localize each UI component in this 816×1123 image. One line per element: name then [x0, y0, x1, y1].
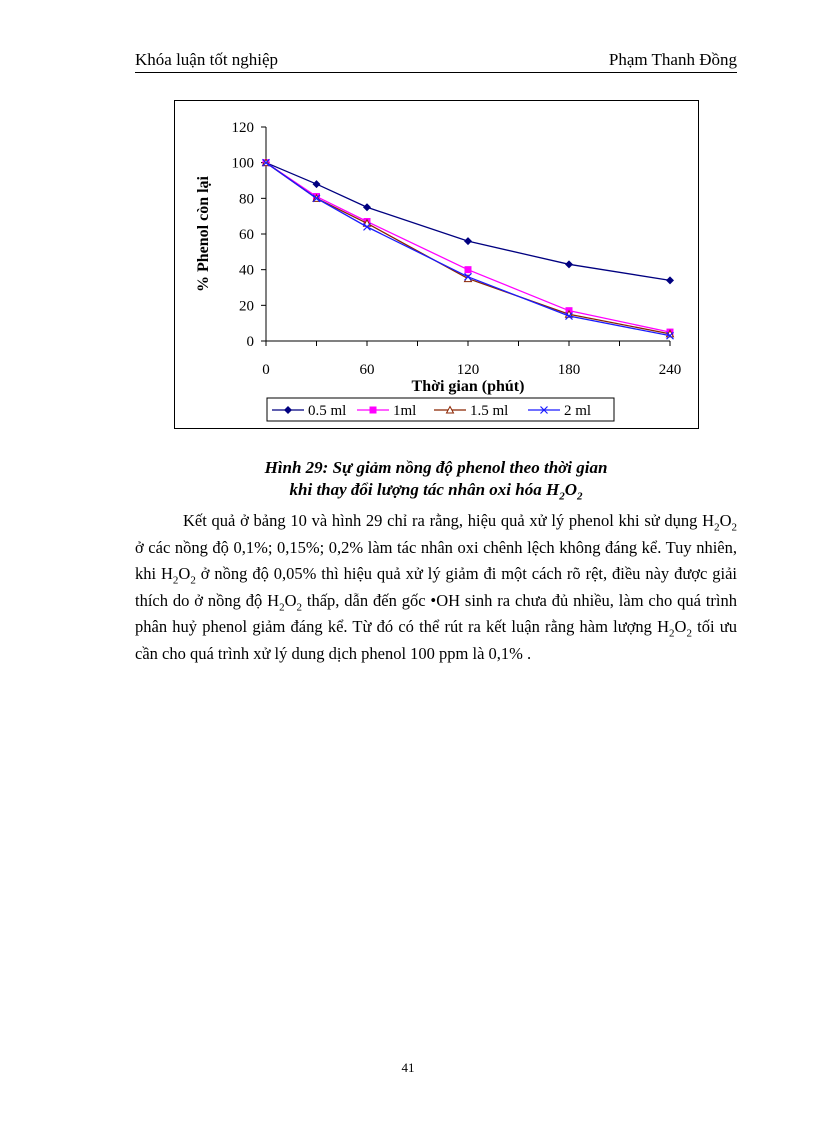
page-header [135, 50, 737, 73]
subscript: 2 [731, 521, 737, 534]
legend-label: 1ml [393, 403, 417, 419]
y-tick-label: 60 [239, 227, 254, 243]
caption-sub-1: 2 [559, 490, 565, 503]
subscript: 2 [686, 627, 692, 640]
caption-line-1: Hình 29: Sự giảm nồng độ phenol theo thời gian [264, 458, 608, 477]
caption-sub-2: 2 [576, 490, 583, 503]
data-point [565, 260, 573, 268]
x-tick-label: 120 [456, 362, 480, 378]
text-segment: ở nồng độ 0,05% thì hiệu quả xử lý giảm đi một cách rõ rệt, điều này được giải thích do ở nồng độ H [135, 564, 737, 610]
subscript: 2 [172, 574, 179, 587]
data-point [363, 203, 371, 211]
legend-label: 1.5 ml [470, 403, 509, 419]
x-axis-title: Thời gian (phút) [411, 378, 525, 395]
data-point [464, 237, 472, 245]
text-segment: tối ưu cần cho quá trình xử lý dung dịch phenol 100 ppm là 0,1% . [135, 617, 737, 663]
x-tick-label: 0 [262, 362, 270, 378]
page-number: 41 [401, 1060, 415, 1075]
y-tick-label: 20 [239, 298, 254, 315]
series-line-1 [266, 163, 670, 281]
subscript: 2 [296, 600, 302, 613]
data-point [465, 266, 472, 273]
subscript: 2 [279, 600, 285, 613]
figure-caption [135, 457, 737, 507]
y-axis-title: % Phenol còn lại [195, 175, 212, 293]
legend-marker [370, 407, 377, 414]
text-segment: ở các nồng độ 0,1%; 0,15%; 0,2% làm tác nhân oxi chênh lệch không đáng kể. Tuy nhiên, khi H [135, 537, 737, 583]
text-segment: O [674, 617, 687, 636]
caption-line-2-text: khi thay đổi lượng tác nhân oxi hóa H [289, 480, 560, 499]
y-tick-label: 120 [231, 120, 254, 136]
x-tick-label: 180 [557, 362, 581, 378]
header-author: Phạm Thanh Đồng [608, 50, 737, 69]
caption-line-2 [135, 479, 737, 507]
y-tick-label: 80 [239, 191, 254, 208]
caption-o: O [564, 480, 577, 499]
x-tick-label: 60 [359, 362, 375, 378]
text-segment: Kết quả ở bảng 10 và hình 29 chỉ ra rằng, hiệu quả xử lý phenol khi sử dụng H [183, 511, 715, 530]
text-segment: O [284, 590, 297, 610]
subscript: 2 [190, 574, 196, 587]
data-point [666, 276, 674, 284]
subscript: 2 [714, 521, 720, 534]
legend-label: 0.5 ml [308, 403, 347, 419]
body-paragraph [135, 508, 737, 667]
legend-label: 2 ml [564, 403, 592, 419]
y-tick-label: 0 [246, 334, 254, 350]
y-tick-label: 40 [239, 262, 254, 279]
y-tick-label: 100 [231, 155, 254, 172]
header-thesis-title: Khóa luận tốt nghiệp [135, 50, 279, 69]
data-point [313, 180, 321, 188]
text-segment: O [178, 564, 191, 583]
text-segment: thấp, dẫn đến gốc •OH sinh ra chưa đủ nhiều, làm cho quá trình phân huỷ phenol giảm đáng kể. Từ đó có thể rút ra kết luận rằng hàm lượng H [135, 590, 737, 636]
chart-canvas [175, 101, 698, 428]
subscript: 2 [669, 627, 675, 640]
paragraph [135, 508, 737, 667]
x-tick-label: 240 [658, 362, 682, 378]
phenol-chart [174, 100, 699, 429]
text-segment: O [719, 511, 732, 530]
